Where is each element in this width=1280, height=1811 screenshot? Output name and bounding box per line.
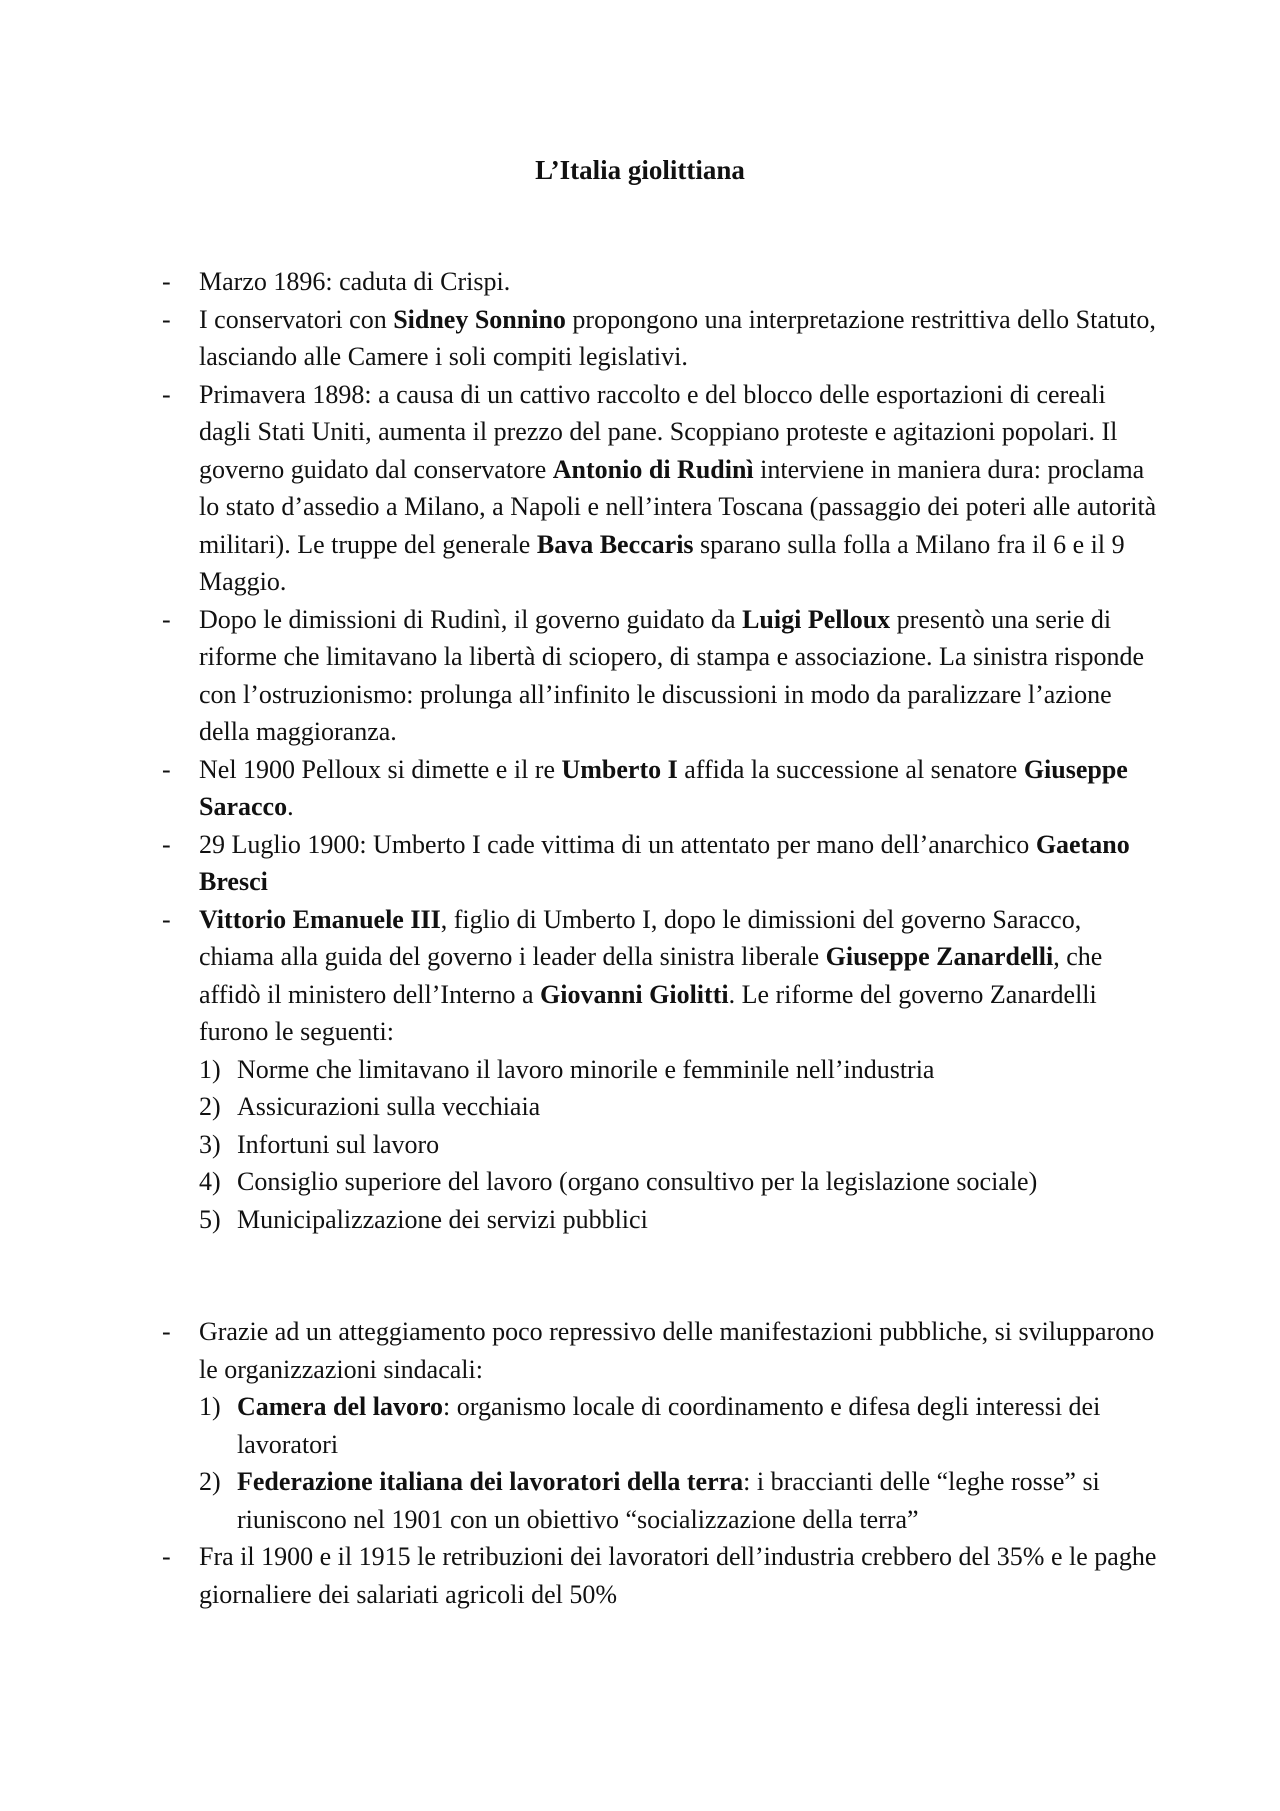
bullet-item (162, 301, 1162, 376)
numbered-item (162, 1463, 1162, 1538)
item-text: Fra il 1900 e il 1915 le retribuzioni dei lavoratori dell’industria crebbero del 35% e le paghe giornaliere dei salariati agricoli del 50% (199, 1542, 1157, 1609)
item-text: : i braccianti delle “leghe rosse” si riuniscono nel 1901 con un obiettivo “socializzazione della terra” (237, 1467, 1100, 1534)
item-text: Infortuni sul lavoro (237, 1129, 440, 1159)
item-text: Consiglio superiore del lavoro (organo consultivo per la legislazione sociale) (237, 1167, 1038, 1196)
bullet-item (162, 901, 1162, 1051)
dash-marker: - (162, 754, 171, 784)
item-text: Primavera 1898: a causa di un cattivo raccolto e del blocco delle esportazioni di cereali dagli Stati Uniti, aumenta il prezzo del pane. Scoppiano proteste e agitazioni popolari. Il governo guidato dal conservatore (199, 379, 1118, 484)
item-text: Dopo le dimissioni di Rudinì, il governo guidato da (199, 604, 743, 634)
bullet-item (162, 751, 1162, 826)
dash-marker: - (162, 267, 171, 296)
dash-marker: - (162, 1317, 171, 1346)
item-number: 4) (199, 1167, 221, 1196)
document-title: L’Italia giolittiana (535, 155, 745, 185)
numbered-item (162, 1051, 1162, 1089)
item-number: 2) (199, 1092, 221, 1121)
item-number: 3) (199, 1129, 221, 1159)
item-text: propongono una interpretazione restrittiva dello Statuto, lasciando alle Camere i soli compiti legislativi. (199, 304, 1156, 371)
item-text: . (287, 792, 294, 821)
bullet-item (162, 1313, 1162, 1388)
numbered-item (162, 1388, 1162, 1463)
numbered-item (162, 1088, 1162, 1126)
bold-name: Sidney Sonnino (393, 304, 566, 334)
dash-marker: - (162, 904, 171, 934)
bold-name: Umberto I (561, 754, 678, 784)
item-text: . Le riforme del governo Zanardelli furono le seguenti: (199, 979, 1097, 1046)
bold-name: Gaetano Bresci (199, 829, 1130, 896)
bullet-item (162, 376, 1162, 601)
dash-marker: - (162, 829, 171, 859)
bold-name: Luigi Pelloux (742, 604, 891, 634)
bold-name: Antonio di Rudinì (552, 454, 754, 484)
bold-name: Camera del lavoro (237, 1392, 444, 1421)
item-text: 29 Luglio 1900: Umberto I cade vittima di un attentato per mano dell’anarchico (199, 829, 1036, 859)
item-text: Municipalizzazione dei servizi pubblici (237, 1204, 648, 1234)
bold-name: Federazione italiana dei lavoratori della terra (237, 1467, 744, 1496)
bullet-item (162, 263, 1162, 301)
item-number: 5) (199, 1204, 221, 1234)
bold-name: Bava Beccaris (536, 529, 694, 559)
numbered-item (162, 1201, 1162, 1239)
item-text: Grazie ad un atteggiamento poco repressivo delle manifestazioni pubbliche, si svilupparono le organizzazioni sindacali: (199, 1317, 1155, 1384)
bullet-item (162, 826, 1162, 901)
bold-name: Giuseppe Zanardelli (825, 942, 1054, 971)
dash-marker: - (162, 304, 171, 334)
item-text: sparano sulla folla a Milano fra il 6 e il 9 Maggio. (199, 529, 1125, 596)
item-text: , figlio di Umberto I, dopo le dimissioni del governo Saracco, chiama alla guida del governo i leader della sinistra liberale (199, 904, 1082, 971)
item-text: presentò una serie di riforme che limitavano la libertà di sciopero, di stampa e associazione. La sinistra risponde con l’ostruzionismo: prolunga all’infinito le discussioni in modo da paralizzare l’azione della maggioranza. (199, 604, 1145, 746)
item-number: 1) (199, 1392, 221, 1421)
item-text: Marzo 1896: caduta di Crispi. (199, 267, 511, 296)
item-text: Nel 1900 Pelloux si dimette e il re (199, 754, 562, 784)
item-text: , che affidò il ministero dell’Interno a (199, 942, 1103, 1009)
document-body (162, 263, 1162, 1613)
item-text: interviene in maniera dura: proclama lo stato d’assedio a Milano, a Napoli e nell’intera Toscana (passaggio dei poteri alle autorità militari). Le truppe del generale (199, 454, 1157, 559)
item-text: : organismo locale di coordinamento e difesa degli interessi dei lavoratori (237, 1392, 1101, 1459)
bullet-item (162, 1538, 1162, 1613)
dash-marker: - (162, 604, 171, 634)
item-number: 1) (199, 1054, 221, 1084)
paragraph-gap (162, 1238, 1162, 1313)
item-text: affida la successione al senatore (677, 754, 1024, 784)
item-text: Norme che limitavano il lavoro minorile e femminile nell’industria (237, 1054, 935, 1084)
bold-name: Vittorio Emanuele III (199, 904, 441, 934)
numbered-item (162, 1126, 1162, 1164)
item-number: 2) (199, 1467, 221, 1496)
dash-marker: - (162, 379, 171, 409)
item-text: Assicurazioni sulla vecchiaia (237, 1092, 541, 1121)
dash-marker: - (162, 1542, 171, 1571)
bold-name: Giuseppe Saracco (199, 754, 1128, 821)
numbered-item (162, 1163, 1162, 1201)
item-text: I conservatori con (199, 304, 394, 334)
bold-name: Giovanni Giolitti (540, 979, 729, 1009)
bullet-item (162, 601, 1162, 751)
